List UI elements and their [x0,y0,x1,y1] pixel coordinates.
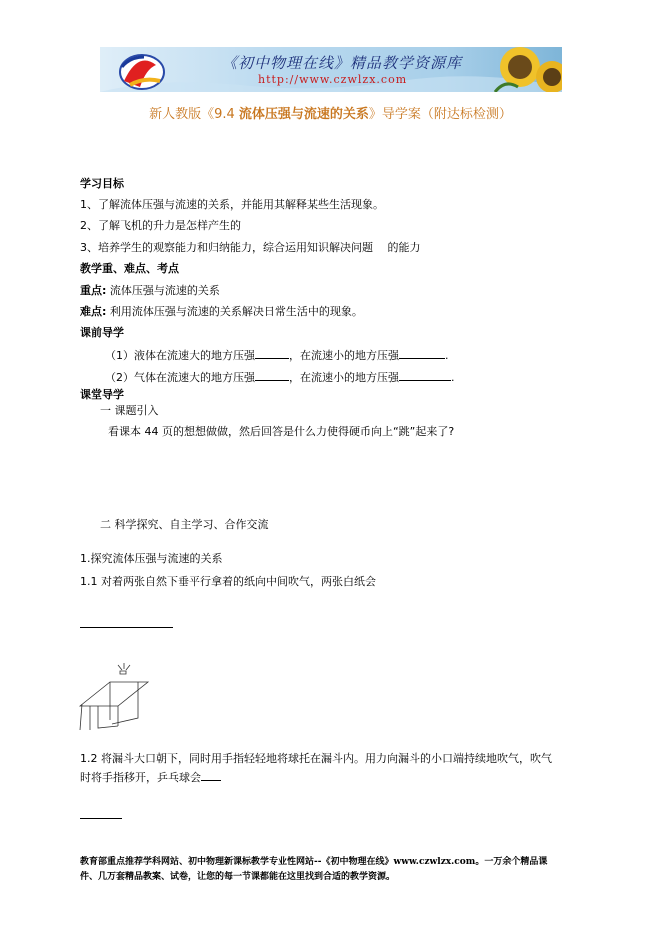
goals-heading: 学习目标 [80,177,124,190]
title-topic: 流体压强与流速的关系 [238,107,369,122]
answer-blank[interactable] [255,369,289,381]
title-suffix: 》导学案（附达标检测） [368,107,512,122]
footer-line-2: 件、几万套精品教案、试卷，让您的每一节课都能在这里找到合适的教学资源。 [80,872,396,882]
difficult-point-label: 难点: [80,305,107,318]
pre-q2-part-b: ，在流速小的地方压强 [289,371,399,384]
focus-heading: 教学重、难点、考点 [80,262,179,275]
explore-item-1-2-cont [80,769,221,785]
mouth-icon [120,671,126,674]
paper-blowing-diagram [78,660,158,730]
pre-question-1 [105,347,449,363]
goal-item-1: 1、了解流体压强与流速的关系，并能用其解释某些生活现象。 [80,198,384,211]
answer-blank[interactable] [399,369,451,381]
pre-q1-part-a: （1）液体在流速大的地方压强 [105,349,255,362]
pre-question-2 [105,369,455,385]
air-flow-icon [118,663,130,670]
banner-title: 《初中物理在线》精品教学资源库 [222,54,463,72]
explore-item-1-2: 1.2 将漏斗大口朝下，同时用手指轻轻地将球托在漏斗内。用力向漏斗的小口端持续地吹气，吹气 [80,752,552,765]
goal-item-3: 3、培养学生的观察能力和归纳能力，综合运用知识解决问题 的能力 [80,241,421,254]
page-footer [80,855,600,885]
explore-item-1: 1.探究流体压强与流速的关系 [80,552,223,565]
banner-url[interactable]: http://www.czwlzx.com [258,73,408,86]
difficult-point [80,305,363,319]
pre-q1-part-b: ，在流速小的地方压强 [289,349,399,362]
pre-class-heading: 课前导学 [80,326,124,339]
class-heading: 课堂导学 [80,388,124,401]
answer-line[interactable] [80,818,122,819]
answer-blank[interactable] [201,769,221,781]
pre-q2-end: . [451,371,455,384]
answer-blank[interactable] [399,347,445,359]
answer-blank[interactable] [255,347,289,359]
key-point-text: 流体压强与流速的关系 [106,284,220,297]
answer-line[interactable] [80,627,173,628]
title-prefix: 新人教版《9.4 [149,107,239,122]
pre-q1-end: . [445,349,449,362]
site-logo-icon [120,55,164,89]
goal-item-2: 2、了解飞机的升力是怎样产生的 [80,219,241,232]
key-point [80,284,220,298]
footer-line-1: 教育部重点推荐学科网站、初中物理新课标教学专业性网站--《初中物理在线》www.czwlzx.com。一万余个精品课 [80,857,548,867]
explore-item-1-1: 1.1 对着两张自然下垂平行拿着的纸向中间吹气，两张白纸会 [80,575,376,588]
section-explore-heading: 二 科学探究、自主学习、合作交流 [100,518,269,531]
difficult-point-text: 利用流体压强与流速的关系解决日常生活中的现象。 [106,305,363,318]
section-intro-text: 看课本 44 页的想想做做，然后回答是什么力使得硬币向上“跳”起来了? [108,425,455,438]
site-banner [100,47,562,92]
key-point-label: 重点: [80,284,107,297]
section-intro-heading: 一 课题引入 [100,404,159,417]
page-title [0,103,661,122]
pre-q2-part-a: （2）气体在流速大的地方压强 [105,371,255,384]
explore-item-1-2-line2: 时将手指移开，乒乓球会 [80,771,201,784]
